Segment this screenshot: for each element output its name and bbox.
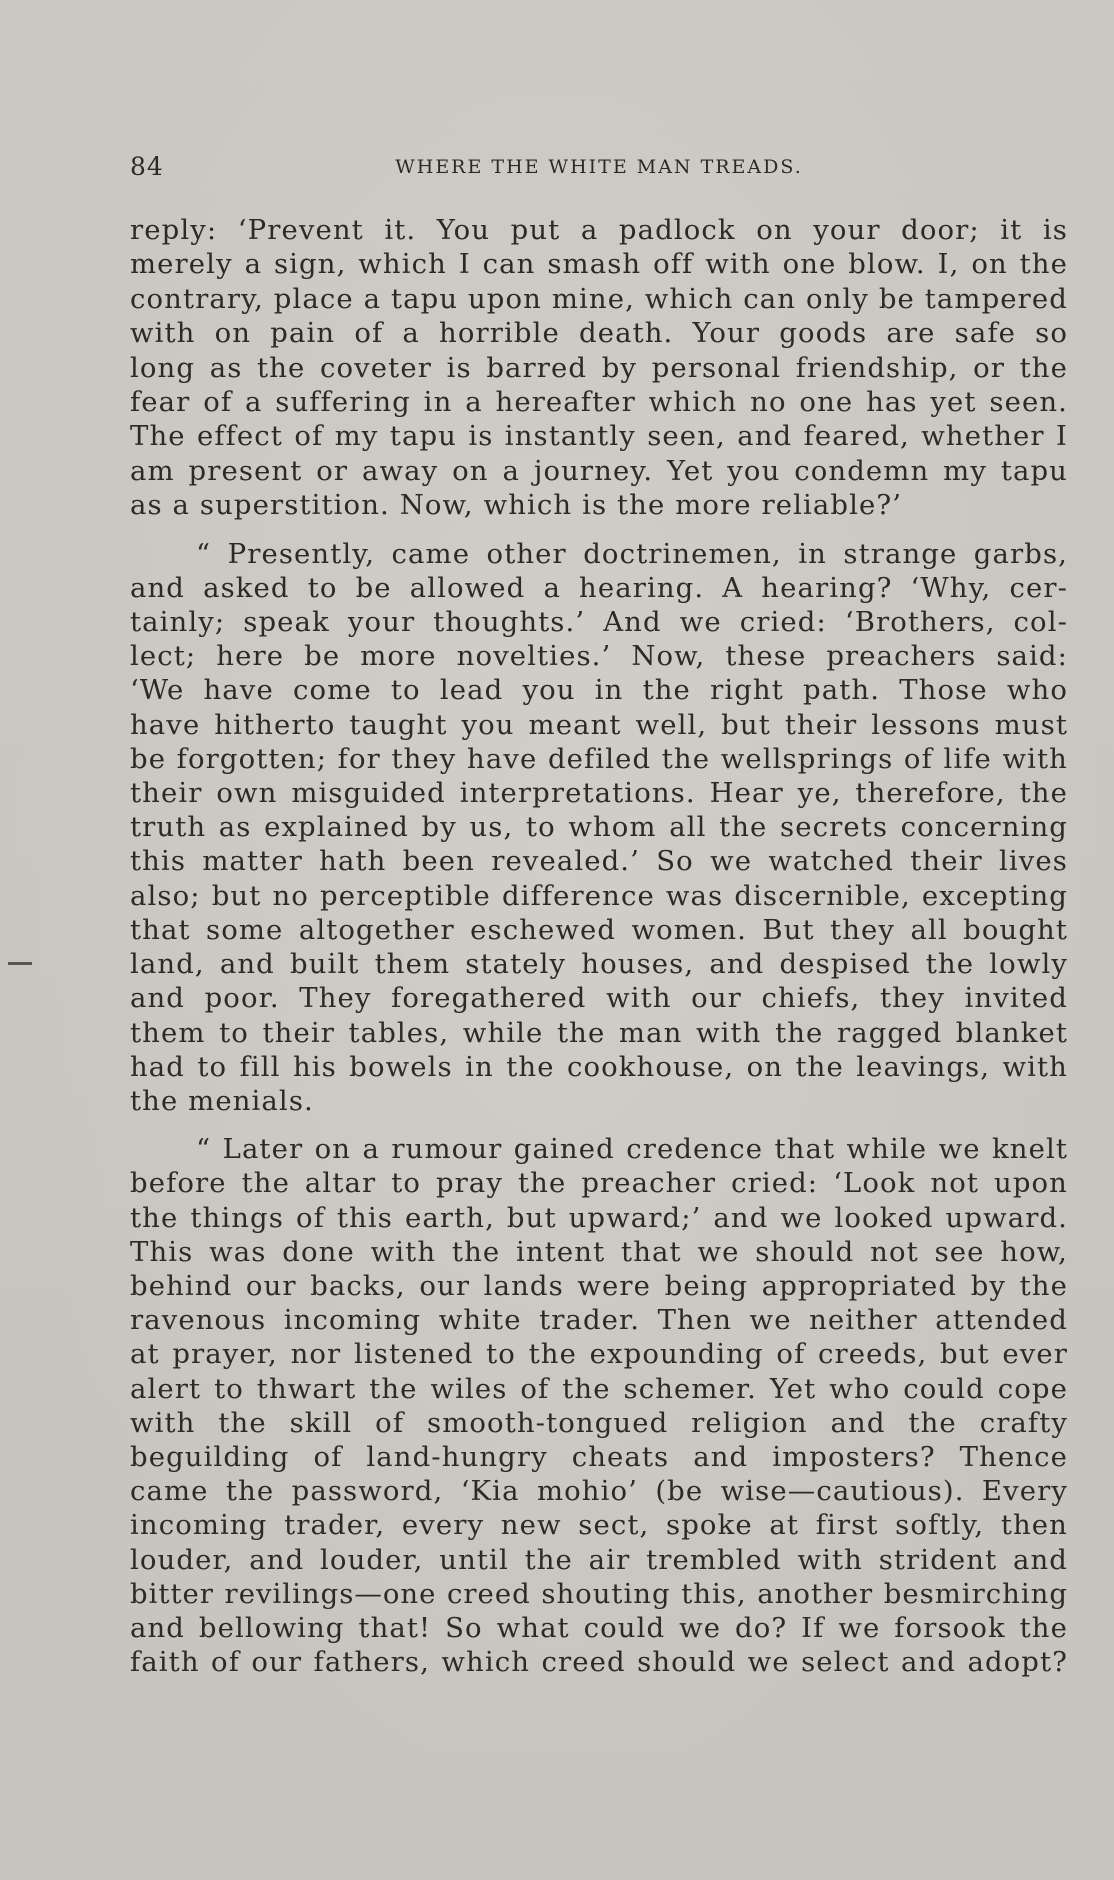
text-line: tainly; speak your thoughts.’ And we cried: ‘Brothers, col- bbox=[130, 606, 1068, 639]
text-line: with the skill of smooth-tongued religion and the crafty bbox=[130, 1406, 1068, 1439]
text-line: am present or away on a journey. Yet you condemn my tapu bbox=[130, 454, 1068, 487]
text-line: and bellowing that! So what could we do? If we forsook the bbox=[130, 1611, 1068, 1644]
text-line: and poor. They foregathered with our chiefs, they invited bbox=[130, 982, 1068, 1015]
text-line: behind our backs, our lands were being appropriated by the bbox=[130, 1269, 1068, 1302]
text-line: as a superstition. Now, which is the more reliable?’ bbox=[130, 489, 903, 522]
paragraph-1 bbox=[130, 213, 1068, 523]
text-line: came the password, ‘Kia mohio’ (be wise—cautious). Every bbox=[130, 1475, 1068, 1508]
text-line: long as the coveter is barred by personal friendship, or the bbox=[130, 351, 1068, 384]
text-line: louder, and louder, until the air trembled with strident and bbox=[130, 1543, 1068, 1576]
body-text bbox=[130, 213, 1068, 1679]
margin-mark bbox=[8, 962, 32, 965]
text-line: ‘We have come to lead you in the right path. Those who bbox=[130, 674, 1068, 707]
text-line: reply: ‘Prevent it. You put a padlock on your door; it is bbox=[130, 214, 1068, 246]
page-header bbox=[130, 152, 1068, 192]
text-line: “ Presently, came other doctrinemen, in strange garbs, bbox=[196, 537, 1068, 570]
text-line: faith of our fathers, which creed should we select and adopt? bbox=[130, 1646, 1068, 1679]
text-line: The effect of my tapu is instantly seen, and feared, whether I bbox=[130, 420, 1068, 453]
text-line: lect; here be more novelties.’ Now, these preachers said: bbox=[130, 640, 1068, 673]
text-line: the things of this earth, but upward;’ and we looked upward. bbox=[130, 1201, 1068, 1234]
text-line: land, and built them stately houses, and despised the lowly bbox=[130, 948, 1068, 981]
text-line: at prayer, nor listened to the expounding of creeds, but ever bbox=[130, 1338, 1068, 1371]
page-number: 84 bbox=[130, 152, 164, 181]
text-line: have hitherto taught you meant well, but their lessons must bbox=[130, 708, 1068, 741]
text-line: bitter revilings—one creed shouting this, another besmirching bbox=[130, 1577, 1068, 1610]
running-title: WHERE THE WHITE MAN TREADS. bbox=[395, 156, 803, 178]
text-line: beguilding of land-hungry cheats and imposters? Thence bbox=[130, 1440, 1068, 1473]
text-line: merely a sign, which I can smash off with one blow. I, on the bbox=[130, 248, 1068, 281]
text-line: contrary, place a tapu upon mine, which can only be tampered bbox=[130, 282, 1068, 315]
text-line: this matter hath been revealed.’ So we watched their lives bbox=[130, 845, 1068, 878]
text-line: the menials. bbox=[130, 1084, 314, 1117]
text-line: them to their tables, while the man with the ragged blanket bbox=[130, 1016, 1068, 1049]
text-line: also; but no perceptible difference was discernible, excepting bbox=[130, 879, 1068, 912]
text-line: had to fill his bowels in the cookhouse, on the leavings, with bbox=[130, 1050, 1068, 1083]
text-line: alert to thwart the wiles of the schemer. Yet who could cope bbox=[130, 1372, 1068, 1405]
paragraph-2 bbox=[130, 537, 1068, 1118]
text-line: “ Later on a rumour gained credence that while we knelt bbox=[196, 1133, 1068, 1166]
text-line: be forgotten; for they have defiled the wellsprings of life with bbox=[130, 742, 1068, 775]
text-line: fear of a suffering in a hereafter which no one has yet seen. bbox=[130, 386, 1068, 419]
text-line: and asked to be allowed a hearing. A hearing? ‘Why, cer- bbox=[130, 571, 1068, 604]
text-line: incoming trader, every new sect, spoke at first softly, then bbox=[130, 1509, 1068, 1542]
text-line: before the altar to pray the preacher cried: ‘Look not upon bbox=[130, 1167, 1068, 1200]
text-line: This was done with the intent that we should not see how, bbox=[130, 1235, 1068, 1268]
text-line: their own misguided interpretations. Hear ye, therefore, the bbox=[130, 777, 1068, 810]
text-line: ravenous incoming white trader. Then we neither attended bbox=[130, 1304, 1068, 1337]
paragraph-3 bbox=[130, 1132, 1068, 1679]
text-line: that some altogether eschewed women. But they all bought bbox=[130, 913, 1068, 946]
text-line: truth as explained by us, to whom all the secrets concerning bbox=[130, 811, 1068, 844]
text-line: with on pain of a horrible death. Your goods are safe so bbox=[130, 317, 1068, 350]
